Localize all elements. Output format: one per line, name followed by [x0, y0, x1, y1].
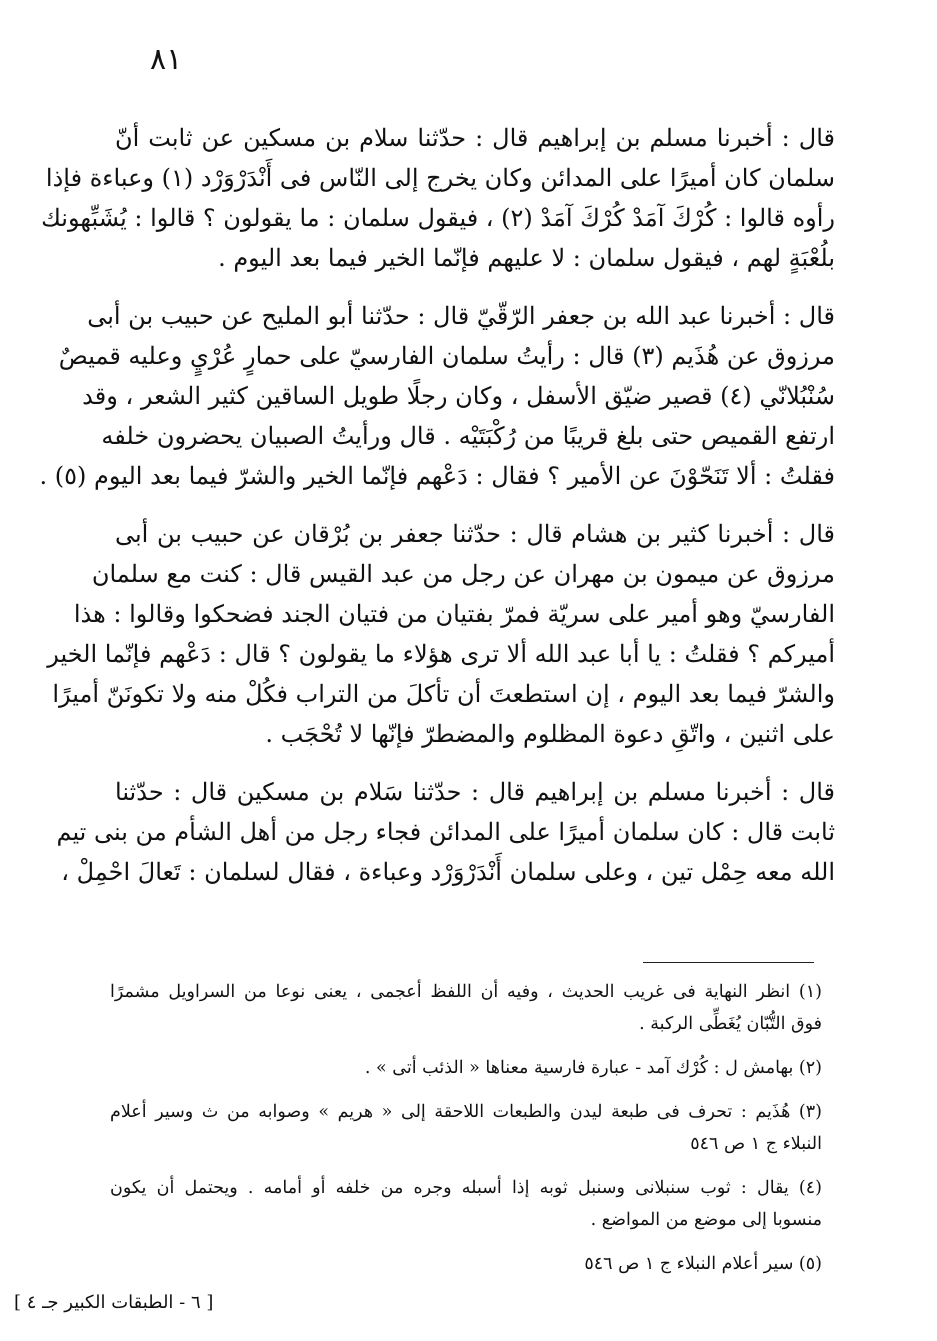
footnote-4: [110, 1172, 822, 1236]
text-line: رأوه قالوا : كُرْكَ آمَدْ كُرْكَ آمَدْ (٢) ، فيقول سلمان : ما يقولون ؟ قالوا : يُشَبِّهونك: [41, 204, 835, 232]
text-line: قال : أخبرنا مسلم بن إبراهيم قال : حدّثنا سلام بن مسكين عن ثابت أنّ: [115, 124, 835, 152]
footnotes: [110, 976, 822, 1292]
footnote-line: فوق التُّبّان يُغَطِّى الركبة .: [639, 1014, 822, 1034]
paragraph-3: [47, 514, 835, 754]
page-number: ٨١: [150, 42, 183, 77]
text-line: بلُعْبَةٍ لهم ، فيقول سلمان : لا عليهم فإنّما الخير فيما بعد اليوم .: [218, 244, 835, 272]
footnote-line: (٣) هُذَيم : تحرف فى طبعة ليدن والطبعات اللاحقة إلى « هريم » وصوابه من ث وسير أعلام: [110, 1102, 822, 1122]
footnote-5: [110, 1248, 822, 1280]
text-line: مرزوق عن ميمون بن مهران عن رجل من عبد القيس قال : كنت مع سلمان: [91, 560, 835, 588]
text-line: قال : أخبرنا كثير بن هشام قال : حدّثنا جعفر بن بُرْقان عن حبيب بن أبى: [115, 520, 835, 548]
text-line: قال : أخبرنا عبد الله بن جعفر الرّقّيّ قال : حدّثنا أبو المليح عن حبيب بن أبى: [87, 302, 835, 330]
text-line: أميركم ؟ فقلتُ : يا أبا عبد الله ألا ترى هؤلاء ما يقولون ؟ قال : دَعْهم فإنّما الخير: [47, 640, 835, 668]
book-signature-footer: [ ٦ - الطبقات الكبير جـ ٤ ]: [14, 1292, 214, 1313]
text-line: على اثنين ، واتّقِ دعوة المظلوم والمضطرّ فإنّها لا تُحْجَب .: [265, 720, 835, 748]
text-line: سلمان كان أميرًا على المدائن وكان يخرج إلى النّاس فى أَنْدَرْوَرْد (١) وعباءة فإذا: [45, 164, 835, 192]
text-line: فقلتُ : ألا تَنَحّوْنَ عن الأمير ؟ فقال : دَعْهم فإنّما الخير والشرّ فيما بعد اليوم (٥) .: [39, 462, 835, 490]
text-line: والشرّ فيما بعد اليوم ، إن استطعتَ أن تأكلَ من التراب فكُلْ منه ولا تكونَنّ أميرًا: [52, 680, 835, 708]
footnote-line: (٢) بهامش ل : كُرْك آمد - عبارة فارسية معناها « الذئب أتى » .: [364, 1058, 822, 1078]
footnote-line: (١) انظر النهاية فى غريب الحديث ، وفيه أن اللفظ أعجمى ، يعنى نوعا من السراويل مشمرًا: [110, 982, 822, 1002]
text-line: مرزوق عن هُذَيم (٣) قال : رأيتُ سلمان الفارسيّ على حمارٍ عُرْيٍ وعليه قميصٌ: [58, 342, 835, 370]
footnote-3: [110, 1096, 822, 1160]
text-line: الله معه حِمْل تين ، وعلى سلمان أَنْدَرْوَرْد وعباءة ، فقال لسلمان : تَعالَ احْمِلْ ،: [61, 858, 835, 886]
text-line: ارتفع القميص حتى بلغ قريبًا من رُكْبَتَيْه . قال ورأيتُ الصبيان يحضرون خلفه: [101, 422, 835, 450]
text-line: قال : أخبرنا مسلم بن إبراهيم قال : حدّثنا سَلام بن مسكين قال : حدّثنا: [115, 778, 835, 806]
paragraph-4: [56, 772, 835, 892]
footnote-2: [110, 1052, 822, 1084]
footnote-line: (٤) يقال : ثوب سنبلانى وسنبل ثوبه إذا أسبله وجره من خلفه أو أمامه . ويحتمل أن يكون: [110, 1178, 822, 1198]
paragraph-1: [41, 118, 835, 278]
footnote-divider: [643, 962, 814, 963]
text-line: سُنْبُلانّي (٤) قصير ضيّق الأسفل ، وكان رجلًا طويل الساقين كثير الشعر ، وقد: [82, 382, 835, 410]
footnote-1: [110, 976, 822, 1040]
footnote-line: (٥) سير أعلام النبلاء ج ١ ص ٥٤٦: [584, 1254, 822, 1274]
footnote-line: منسوبا إلى موضع من المواضع .: [590, 1210, 822, 1230]
text-line: ثابت قال : كان سلمان أميرًا على المدائن فجاء رجل من أهل الشأم من بنى تيم: [56, 818, 835, 846]
text-line: الفارسيّ وهو أمير على سريّة فمرّ بفتيان من فتيان الجند فضحكوا وقالوا : هذا: [73, 600, 835, 628]
paragraph-2: [39, 296, 835, 496]
footnote-line: النبلاء ج ١ ص ٥٤٦: [690, 1134, 822, 1154]
main-text: [39, 118, 835, 910]
